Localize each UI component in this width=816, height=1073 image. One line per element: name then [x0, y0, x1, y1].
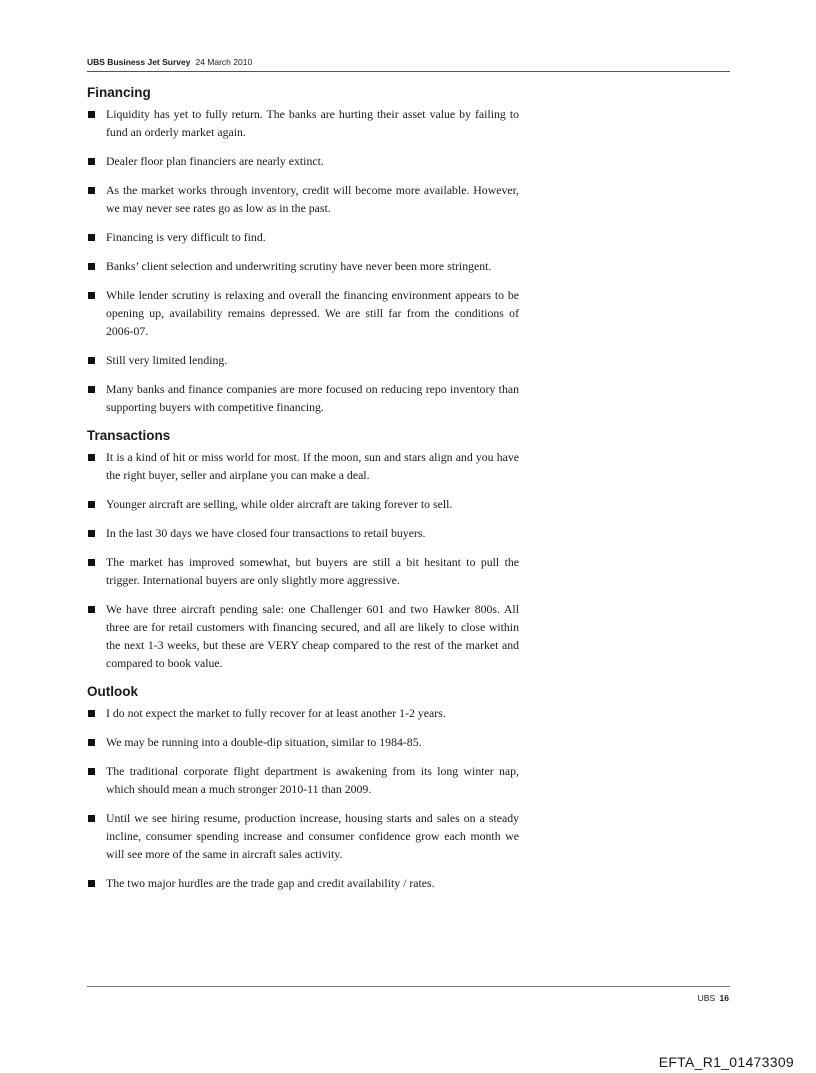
bullet-item: While lender scrutiny is relaxing and overall the financing environment appears to be opening up, availability remains depressed. We are still far from the conditions of 2006-07.: [87, 286, 519, 340]
section-transactions: [87, 427, 519, 672]
bullet-item: As the market works through inventory, credit will become more available. However, we may never see rates go as low as in the past.: [87, 181, 519, 217]
document-id: EFTA_R1_01473309: [658, 1054, 794, 1070]
footer-brand: UBS: [697, 993, 716, 1003]
bullet-item: The traditional corporate flight department is awakening from its long winter nap, which should mean a much stronger 2010-11 than 2009.: [87, 762, 519, 798]
bullet-item: It is a kind of hit or miss world for most. If the moon, sun and stars align and you have the right buyer, seller and airplane you can make a deal.: [87, 448, 519, 484]
bullet-list: [87, 704, 519, 892]
section-title: Outlook: [87, 684, 138, 699]
bullet-item: Financing is very difficult to find.: [87, 228, 519, 246]
report-title: UBS Business Jet Survey: [87, 57, 191, 67]
bullet-item: I do not expect the market to fully recover for at least another 1-2 years.: [87, 704, 519, 722]
bullet-item: Younger aircraft are selling, while older aircraft are taking forever to sell.: [87, 495, 519, 513]
bullet-item: We may be running into a double-dip situation, similar to 1984-85.: [87, 733, 519, 751]
bullet-item: Until we see hiring resume, production increase, housing starts and sales on a steady incline, consumer spending increase and consumer confidence grow each month we will see more of the same in aircraft sales activity.: [87, 809, 519, 863]
bullet-item: The market has improved somewhat, but buyers are still a bit hesitant to pull the trigger. International buyers are only slightly more aggressive.: [87, 553, 519, 589]
bullet-item: Dealer floor plan financiers are nearly extinct.: [87, 152, 519, 170]
page-number: 16: [719, 993, 729, 1003]
bullet-item: Banks’ client selection and underwriting scrutiny have never been more stringent.: [87, 257, 519, 275]
bullet-item: In the last 30 days we have closed four transactions to retail buyers.: [87, 524, 519, 542]
section-outlook: [87, 683, 519, 892]
bullet-item: The two major hurdles are the trade gap and credit availability / rates.: [87, 874, 519, 892]
bullet-list: [87, 105, 519, 416]
bullet-item: We have three aircraft pending sale: one Challenger 601 and two Hawker 800s. All three are for retail customers with financing secured, and all are likely to close within the next 1-3 weeks, but these are VERY cheap compared to the rest of the market and compared to book value.: [87, 600, 519, 672]
bullet-list: [87, 448, 519, 672]
section-title: Transactions: [87, 428, 171, 443]
footer-divider: [87, 986, 730, 987]
main-content: [87, 84, 519, 903]
page-footer: [698, 993, 729, 1004]
section-title: Financing: [87, 85, 151, 100]
section-financing: [87, 84, 519, 416]
bullet-item: Liquidity has yet to fully return. The banks are hurting their asset value by failing to fund an orderly market again.: [87, 105, 519, 141]
page-header: [87, 57, 730, 72]
bullet-item: Many banks and finance companies are more focused on reducing repo inventory than supporting buyers with competitive financing.: [87, 380, 519, 416]
bullet-item: Still very limited lending.: [87, 351, 519, 369]
report-date: 24 March 2010: [195, 57, 253, 67]
